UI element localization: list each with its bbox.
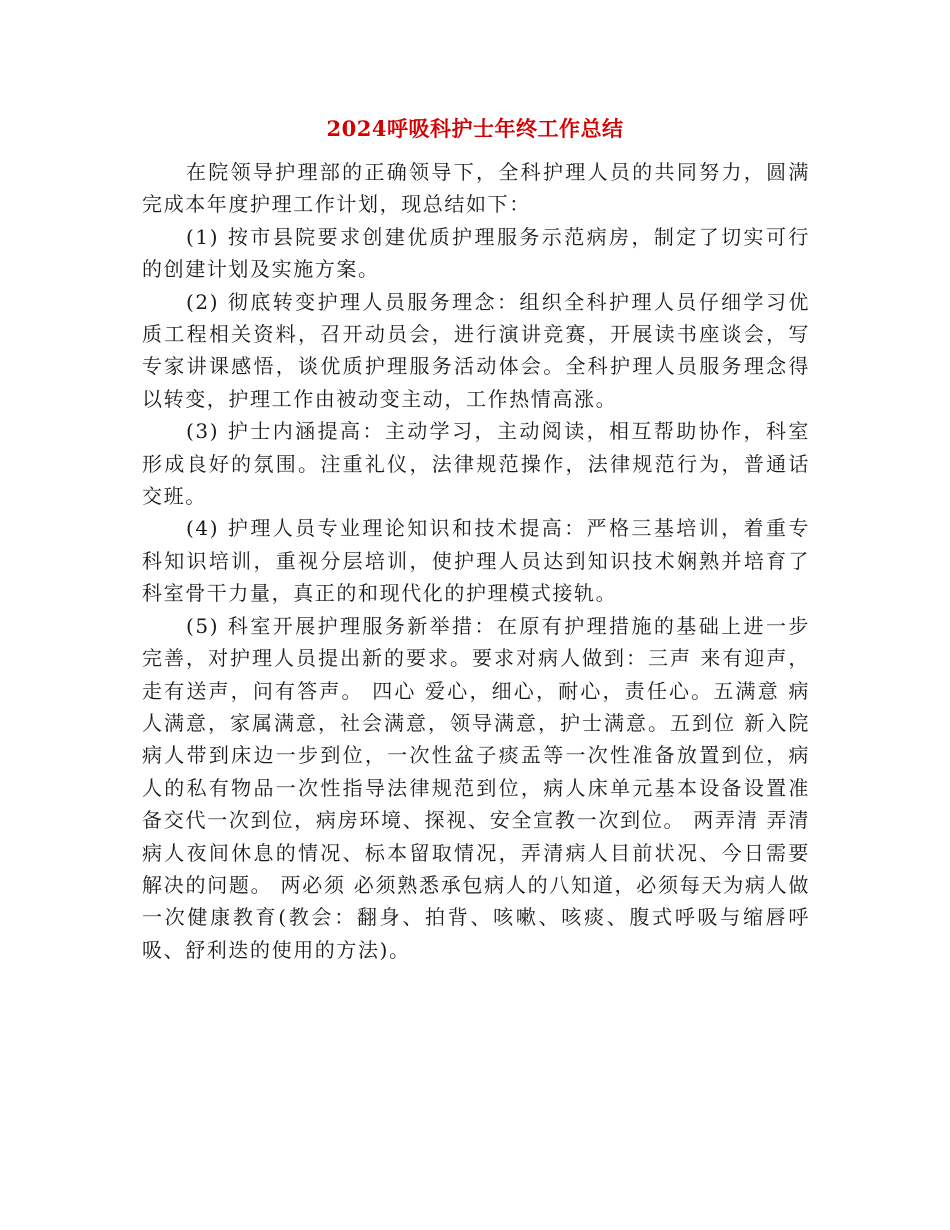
paragraph-item-5: (5) 科室开展护理服务新举措：在原有护理措施的基础上进一步完善，对护理人员提出新的要求。要求对病人做到：三声 来有迎声，走有送声，问有答声。 四心 爱心，细心，耐心，责任心。五满意 病人满意，家属满意，社会满意，领导满意，护士满意。五到位 新入院病人带到床边一步到位，一次性盆子痰盂等一次性准备放置到位，病人的私有物品一次性指导法律规范到位，病人床单元基本设备设置准备交代一次到位，病房环境、探视、安全宣教一次到位。 两弄清 弄清病人夜间休息的情况、标本留取情况，弄清病人目前状况、今日需要解决的问题。 两必须 必须熟悉承包病人的八知道，必须每天为病人做一次健康教育(教会：翻身、拍背、咳嗽、咳痰、腹式呼吸与缩唇呼吸、舒利迭的使用的方法)。 (142, 613, 810, 962)
paragraph-item-3: (3) 护士内涵提高：主动学习，主动阅读，相互帮助协作，科室形成良好的氛围。注重礼仪，法律规范操作，法律规范行为，普通话交班。 (142, 419, 810, 509)
paragraph-item-4: (4) 护理人员专业理论知识和技术提高：严格三基培训，着重专科知识培训，重视分层培训，使护理人员达到知识技术娴熟并培育了科室骨干力量，真正的和现代化的护理模式接轨。 (142, 516, 810, 606)
paragraph-item-2: (2) 彻底转变护理人员服务理念：组织全科护理人员仔细学习优质工程相关资料，召开动员会，进行演讲竞赛，开展读书座谈会，写专家讲课感悟，谈优质护理服务活动体会。全科护理人员服务理念得以转变，护理工作由被动变主动，工作热情高涨。 (142, 289, 810, 411)
intro-paragraph: 在院领导护理部的正确领导下，全科护理人员的共同努力，圆满完成本年度护理工作计划，现总结如下： (142, 160, 810, 217)
document-body (142, 156, 810, 966)
paragraph-item-1: (1) 按市县院要求创建优质护理服务示范病房，制定了切实可行的创建计划及实施方案。 (142, 224, 810, 282)
document-title: 2024呼吸科护士年终工作总结 (326, 116, 624, 141)
